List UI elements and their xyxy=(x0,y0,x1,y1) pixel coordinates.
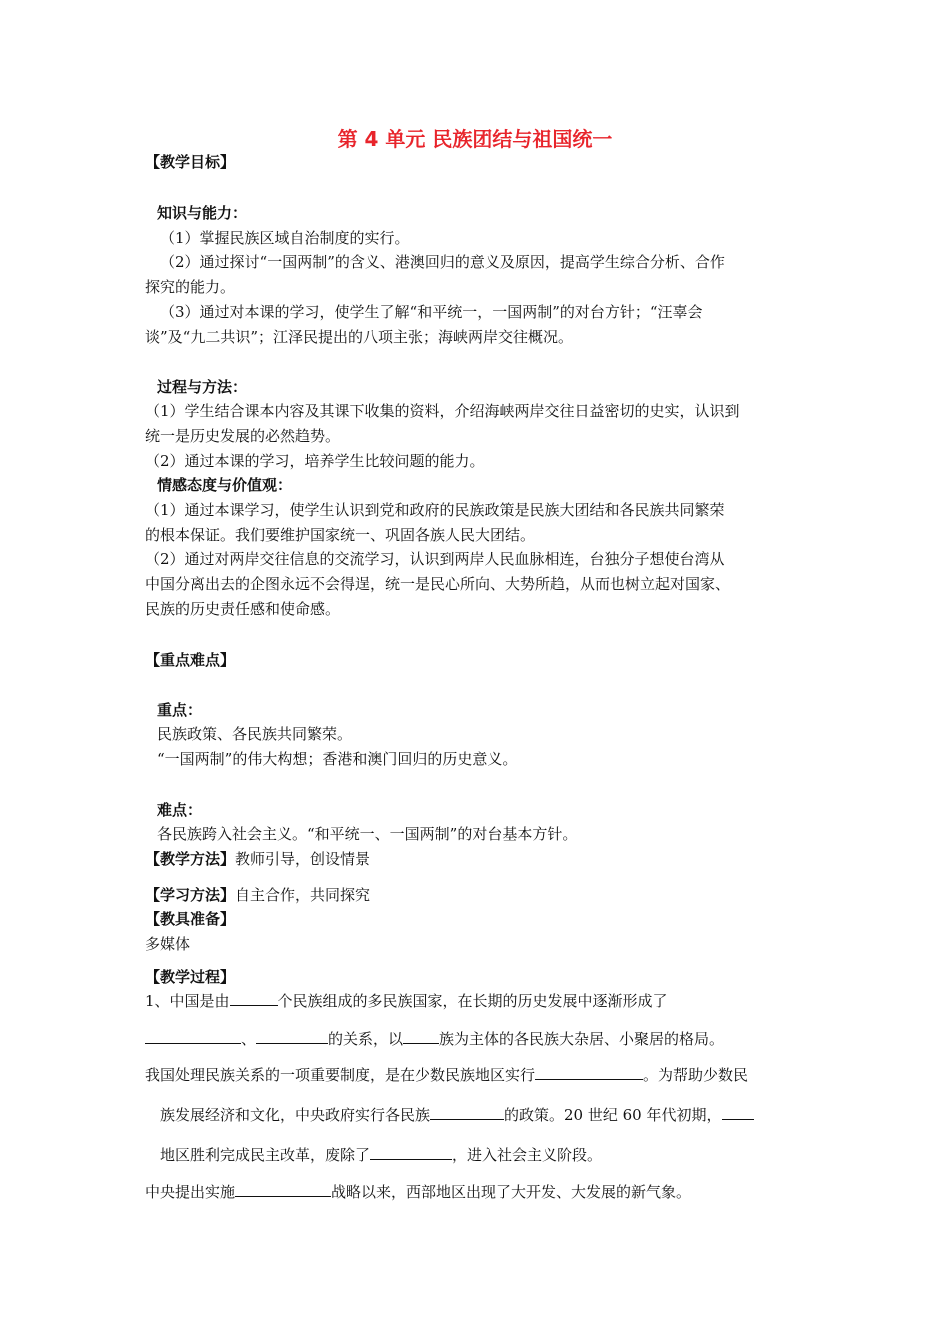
label-learning-method: 【学习方法】 xyxy=(145,886,236,904)
text-line: 探究的能力。 xyxy=(145,278,236,296)
text-line: 统一是历史发展的必然趋势。 xyxy=(145,427,341,445)
page-title: 第 4 单元 民族团结与祖国统一 xyxy=(337,127,613,151)
learning-method-line xyxy=(145,885,370,905)
fill-blank[interactable] xyxy=(256,1029,328,1044)
text-line: 各民族跨入社会主义。“和平统一、一国两制”的对台基本方针。 xyxy=(157,825,578,843)
section-heading-process: 【教学过程】 xyxy=(145,968,236,986)
fill-blank[interactable] xyxy=(235,1182,331,1197)
fill-blank[interactable] xyxy=(430,1105,504,1120)
subheading-knowledge: 知识与能力： xyxy=(157,204,248,222)
fill-blank[interactable] xyxy=(722,1105,754,1120)
fill-blank[interactable] xyxy=(230,991,278,1006)
subheading-focus: 重点： xyxy=(157,701,203,719)
exercise-line-2: 、 的关系，以 族为主体的各民族大杂居、小聚居的格局。 xyxy=(145,1029,724,1049)
subheading-emotion: 情感态度与价值观： xyxy=(157,476,293,494)
fill-blank[interactable] xyxy=(370,1145,452,1160)
subheading-process: 过程与方法： xyxy=(157,378,248,396)
text-line: （1）通过本课学习，使学生认识到党和政府的民族政策是民族大团结和各民族共同繁荣 xyxy=(145,501,725,519)
text-line: （2）通过对两岸交往信息的交流学习，认识到两岸人民血脉相连，台独分子想使台湾从 xyxy=(145,550,725,568)
label-tools: 【教具准备】 xyxy=(145,910,236,928)
section-heading-objectives: 【教学目标】 xyxy=(145,153,236,171)
exercise-line-6: 中央提出实施 战略以来，西部地区出现了大开发、大发展的新气象。 xyxy=(145,1183,692,1201)
section-heading-keypoints: 【重点难点】 xyxy=(145,651,236,669)
exercise-line-4: 族发展经济和文化，中央政府实行各民族 的政策。20 世纪 60 年代初期， xyxy=(160,1105,754,1125)
exercise-line-1: 1、中国是由 个民族组成的多民族国家，在长期的历史发展中逐渐形成了 xyxy=(145,992,668,1010)
text-line: （3）通过对本课的学习，使学生了解“和平统一，一国两制”的对台方针；“汪辜会 xyxy=(160,303,703,321)
fill-blank[interactable] xyxy=(535,1065,643,1080)
value-tools: 多媒体 xyxy=(145,935,191,953)
value-learning-method: 自主合作，共同探究 xyxy=(235,886,371,904)
text-line: （1）学生结合课本内容及其课下收集的资料，介绍海峡两岸交往日益密切的史实，认识到 xyxy=(145,402,740,420)
text-line: 的根本保证。我们要维护国家统一、巩固各族人民大团结。 xyxy=(145,526,536,544)
teaching-method-line xyxy=(145,849,370,869)
fill-blank[interactable] xyxy=(145,1029,241,1044)
text-line: 民族的历史责任感和使命感。 xyxy=(145,600,341,618)
value-teaching-method: 教师引导，创设情景 xyxy=(235,850,371,868)
text-line: 中国分离出去的企图永远不会得逞，统一是民心所向、大势所趋，从而也树立起对国家、 xyxy=(145,575,731,593)
text-line: （2）通过本课的学习，培养学生比较问题的能力。 xyxy=(145,452,485,470)
subheading-difficulty: 难点： xyxy=(157,801,203,819)
fill-blank[interactable] xyxy=(403,1029,439,1044)
label-teaching-method: 【教学方法】 xyxy=(145,850,236,868)
text-line: 民族政策、各民族共同繁荣。 xyxy=(157,725,353,743)
text-line: “一国两制”的伟大构想；香港和澳门回归的历史意义。 xyxy=(157,750,518,768)
exercise-line-5: 地区胜利完成民主改革，废除了 ，进入社会主义阶段。 xyxy=(160,1146,603,1164)
text-line: （2）通过探讨“一国两制”的含义、港澳回归的意义及原因，提高学生综合分析、合作 xyxy=(160,253,725,271)
exercise-line-3: 我国处理民族关系的一项重要制度，是在少数民族地区实行 。为帮助少数民 xyxy=(145,1066,749,1084)
text-line: 谈”及“九二共识”；江泽民提出的八项主张；海峡两岸交往概况。 xyxy=(145,328,574,346)
text-line: （1）掌握民族区域自治制度的实行。 xyxy=(160,229,410,247)
